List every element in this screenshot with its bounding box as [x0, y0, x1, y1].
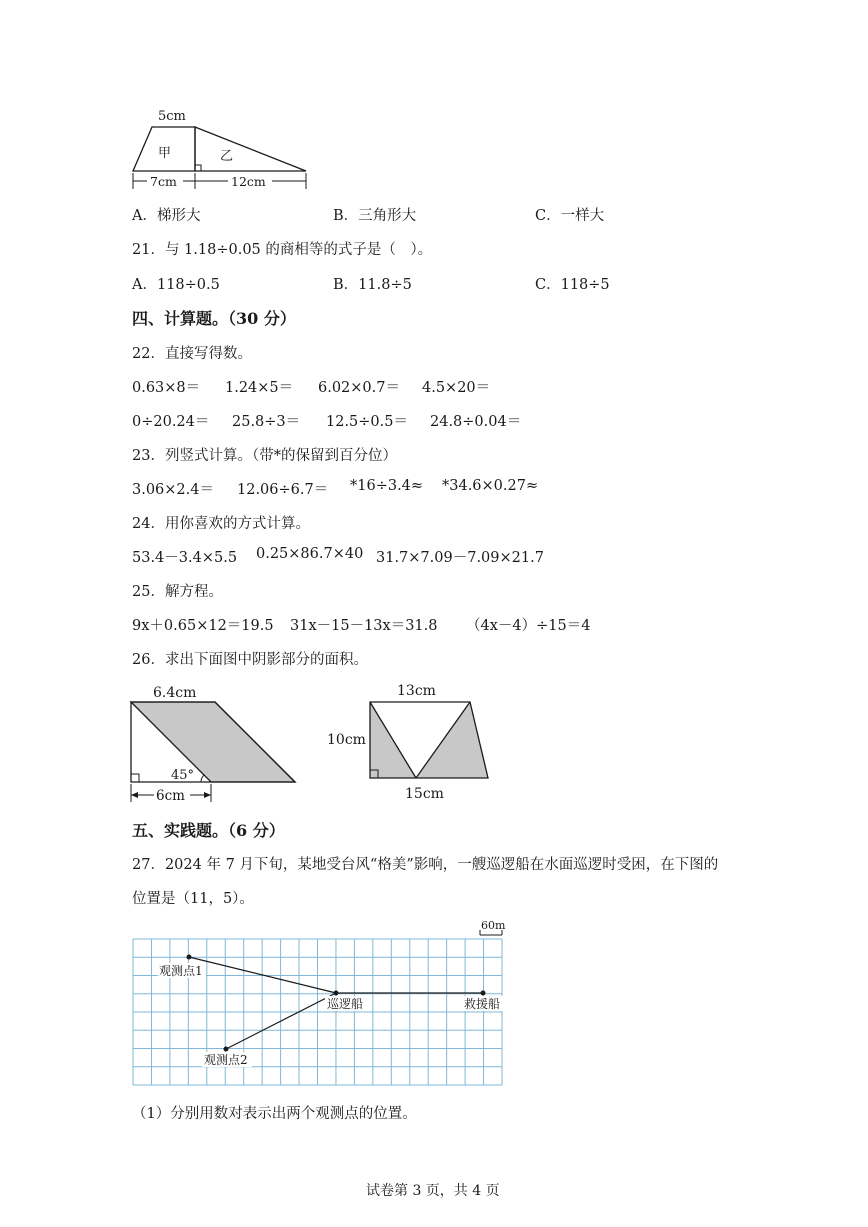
fig26-1-top-label: 6.4cm	[153, 685, 197, 701]
patrol-point	[334, 991, 339, 996]
fig26-1-base-label: 6cm	[156, 788, 185, 804]
shaded-parallelogram	[131, 702, 295, 782]
q24-item: 0.25×86.7×40	[256, 546, 364, 562]
q23-stem: 23．列竖式计算。（带*的保留到百分位）	[132, 448, 397, 464]
right-angle-mark	[131, 774, 139, 782]
q21-stem: 21．与 1.18÷0.05 的商相等的式子是（ ）。	[132, 242, 433, 258]
q22-stem: 22．直接写得数。	[132, 346, 252, 362]
angle-arc	[201, 775, 204, 782]
q27-sub1: （1）分别用数对表示出两个观测点的位置。	[132, 1106, 417, 1122]
fig20-top-label: 5cm	[158, 109, 186, 124]
q20-option-a: A．梯形大	[132, 208, 201, 224]
q25-item: 9x＋0.65×12＝19.5	[132, 618, 274, 634]
q21-option-a: A．118÷0.5	[132, 277, 220, 293]
q27-line1: 27．2024 年 7 月下旬，某地受台风“格美”影响，一艘巡逻船在水面巡逻时受困，在下图的	[132, 857, 719, 873]
q26-stem: 26．求出下面图中阴影部分的面积。	[132, 652, 368, 668]
q24-stem: 24．用你喜欢的方式计算。	[132, 516, 310, 532]
fig20-left-base-label: 7cm	[150, 174, 177, 189]
right-angle-mark	[195, 165, 201, 171]
section5-heading: 五、实践题。（6 分）	[132, 821, 285, 840]
q22-item: 0.63×8＝	[132, 380, 201, 396]
q26-figure-1	[125, 680, 305, 810]
q22-item: 4.5×20＝	[422, 380, 491, 396]
q20-option-c: C．一样大	[535, 208, 605, 224]
fig20-yi-label: 乙	[220, 149, 234, 164]
obs1-point	[187, 955, 192, 960]
patrol-label: 巡逻船	[327, 997, 364, 1011]
q23-item: *16÷3.4≈	[350, 478, 424, 494]
q26-figure-2	[325, 680, 505, 810]
fig26-2-height-label: 10cm	[327, 732, 366, 748]
q24-item: 31.7×7.09－7.09×21.7	[376, 550, 544, 566]
rescue-label: 救援船	[464, 997, 501, 1011]
q27-line2: 位置是（11，5）。	[132, 891, 254, 907]
fig26-2-bottom-label: 15cm	[405, 786, 444, 802]
obs2-point	[224, 1047, 229, 1052]
q22-item: 6.02×0.7＝	[318, 380, 400, 396]
q23-item: *34.6×0.27≈	[442, 478, 539, 494]
q22-item: 0÷20.24＝	[132, 414, 210, 430]
q25-item: （4x－4）÷15＝4	[466, 618, 591, 634]
scale-label: 60m	[481, 919, 506, 932]
fig26-2-top-label: 13cm	[397, 683, 436, 699]
grid-lines	[133, 939, 502, 1085]
obs1-label: 观测点1	[159, 964, 203, 978]
q21-option-c: C．118÷5	[535, 277, 610, 293]
q22-item: 1.24×5＝	[225, 380, 294, 396]
page-footer: 试卷第 3 页，共 4 页	[366, 1183, 500, 1199]
q24-item: 53.4－3.4×5.5	[132, 550, 238, 566]
obs2-label: 观测点2	[204, 1053, 248, 1067]
shaded-triangle-right	[416, 702, 488, 778]
q22-item: 25.8÷3＝	[232, 414, 301, 430]
q20-option-b: B．三角形大	[333, 208, 417, 224]
triangle-yi	[195, 127, 306, 171]
fig20-right-base-label: 12cm	[231, 174, 266, 189]
q22-item: 24.8÷0.04＝	[430, 414, 522, 430]
q20-figure	[125, 105, 325, 195]
q23-item: 3.06×2.4＝	[132, 482, 214, 498]
q25-item: 31x－15－13x＝31.8	[290, 618, 438, 634]
rescue-point	[481, 991, 486, 996]
q21-option-b: B．11.8÷5	[333, 277, 412, 293]
q25-stem: 25．解方程。	[132, 584, 223, 600]
q23-item: 12.06÷6.7＝	[237, 482, 329, 498]
section4-heading: 四、计算题。（30 分）	[132, 309, 296, 328]
fig26-1-angle-label: 45°	[171, 768, 195, 783]
fig20-jia-label: 甲	[158, 146, 172, 161]
q27-grid-map	[125, 915, 515, 1090]
q22-item: 12.5÷0.5＝	[326, 414, 408, 430]
